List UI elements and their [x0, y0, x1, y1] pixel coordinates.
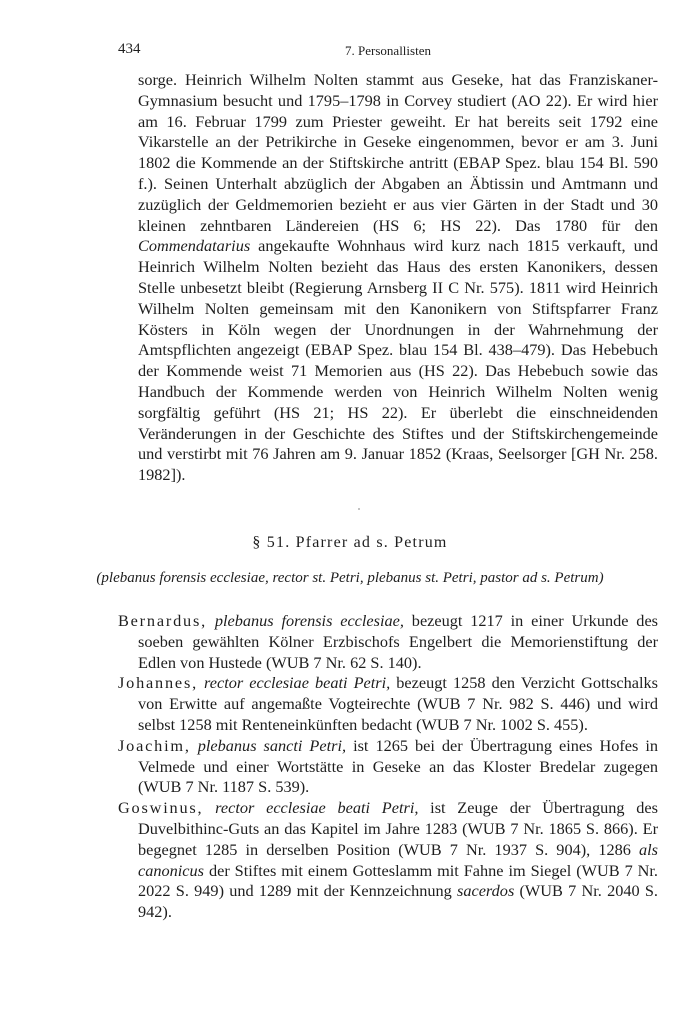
entry-italic-text: als canonicus — [138, 839, 658, 880]
entry-list — [118, 611, 658, 923]
section-heading: § 51. Pfarrer ad s. Petrum — [252, 534, 448, 551]
entry-name: Joachim, — [118, 735, 191, 755]
entry-name: Bernardus, — [118, 611, 207, 630]
running-head: 7. Personallisten — [345, 43, 431, 58]
list-item — [118, 798, 658, 923]
list-item — [118, 611, 658, 673]
entry-italic-text: plebanus forensis ecclesiae, — [214, 611, 404, 630]
entry-text: ist 1265 bei der Übertragung eines Hofes in Velmede und einer Wortstätte in Geseke an das Kloster Bredelar zugegen (WUB 7 Nr. 1187 S. 539). — [138, 735, 658, 797]
entry-italic-text: sacerdos — [457, 881, 515, 901]
body-text-a: sorge. Heinrich Wilhelm Nolten stammt aus Geseke, hat das Franziskaner-Gymnasium besucht und 1795–1798 in Corvey studiert (AO 22). Er wird hier am 16. Februar 1799 zum Priester geweiht. Er hat bereits seit 1792 eine Vikarstelle an der Petrikirche in Geseke eingenommen, bevor er am 3. Juni 1802 die Kommende an der Stiftskirche antritt (EBAP Spez. blau 154 Bl. 590 f.). Seinen Unterhalt abzüglich der Abgaben an Äbtissin und Amtmann und zuzüglich der Geldmemorien bezieht er aus vier Gärten in der Stadt und 30 kleinen zehntbaren Ländereien (HS 6; HS 22). Das 1780 für den — [138, 70, 658, 235]
entry-text: ist Zeuge der Übertragung des Duvelbithinc-Guts an das Kapitel im Jahre 1283 (WUB 7 Nr. 1865 S. 866). Er begegnet 1285 in derselben Position (WUB 7 Nr. 1937 S. 904), 1286 — [138, 798, 658, 859]
entry-italic-text: rector ecclesiae beati Petri, — [215, 798, 419, 818]
stray-dot — [358, 508, 360, 510]
entry-text — [203, 798, 215, 817]
entry-name: Johannes, — [118, 673, 198, 693]
entry-name: Goswinus, — [118, 798, 204, 818]
entry-text — [191, 736, 198, 755]
entry-text: der Stiftes mit einem Gotteslamm mit Fahne im Siegel (WUB 7 Nr. 2022 S. 949) und 1289 mit der Kennzeichnung — [138, 860, 658, 901]
section-subtitle: (plebanus forensis ecclesiae, rector st. Petri, plebanus st. Petri, pastor ad s. Petrum) — [96, 570, 604, 586]
body-paragraph — [138, 70, 658, 486]
entry-text — [207, 611, 215, 630]
list-item — [118, 736, 658, 798]
body-text-b: angekaufte Wohnhaus wird kurz nach 1815 verkauft, und Heinrich Wilhelm Nolten bezieht das Haus des ersten Kanonikers, dessen Stelle unbesetzt bleibt (Regierung Arnsberg II C Nr. 575). 1811 wird Heinrich Wilhelm Nolten gemeinsam mit den Kanonikern von Stiftspfarrer Franz Kösters in Köln wegen der Unordnungen in der Wahrnehmung der Amtspflichten angezeigt (EBAP Spez. blau 154 Bl. 438–479). Das Hebebuch der Kommende weist 71 Memorien aus (HS 22). Das Hebebuch sowie das Handbuch der Kommende werden von Heinrich Wilhelm Nolten wenig sorgfältig geführt (HS 21; HS 22). Er überlebt die einschneidenden Veränderungen in der Geschichte des Stiftes und der Stiftskirchengemeinde und verstirbt mit 76 Jahren am 9. Januar 1852 (Kraas, Seelsorger [GH Nr. 258. 1982]). — [138, 236, 658, 485]
entry-text: bezeugt 1217 in einer Urkunde des soeben gewählten Kölner Erzbischofs Engelbert die Memorienstiftung der Edlen von Hustede (WUB 7 Nr. 62 S. 140). — [138, 611, 659, 672]
entry-italic-text: plebanus sancti Petri, — [197, 735, 347, 755]
entry-italic-text: rector ecclesiae beati Petri, — [204, 673, 391, 693]
entry-text: (WUB 7 Nr. 2040 S. 942). — [138, 881, 658, 922]
page-header — [118, 41, 658, 63]
body-text-italic: Commendatarius — [138, 236, 251, 256]
entry-text: bezeugt 1258 den Verzicht Gottschalks von Erwitte auf angemaßte Vogteirechte (WUB 7 Nr. 982 S. 446) und wird selbst 1258 mit Renteneinkünften bedacht (WUB 7 Nr. 1002 S. 455). — [138, 673, 658, 734]
list-item — [118, 673, 658, 735]
page-number: 434 — [118, 41, 141, 57]
